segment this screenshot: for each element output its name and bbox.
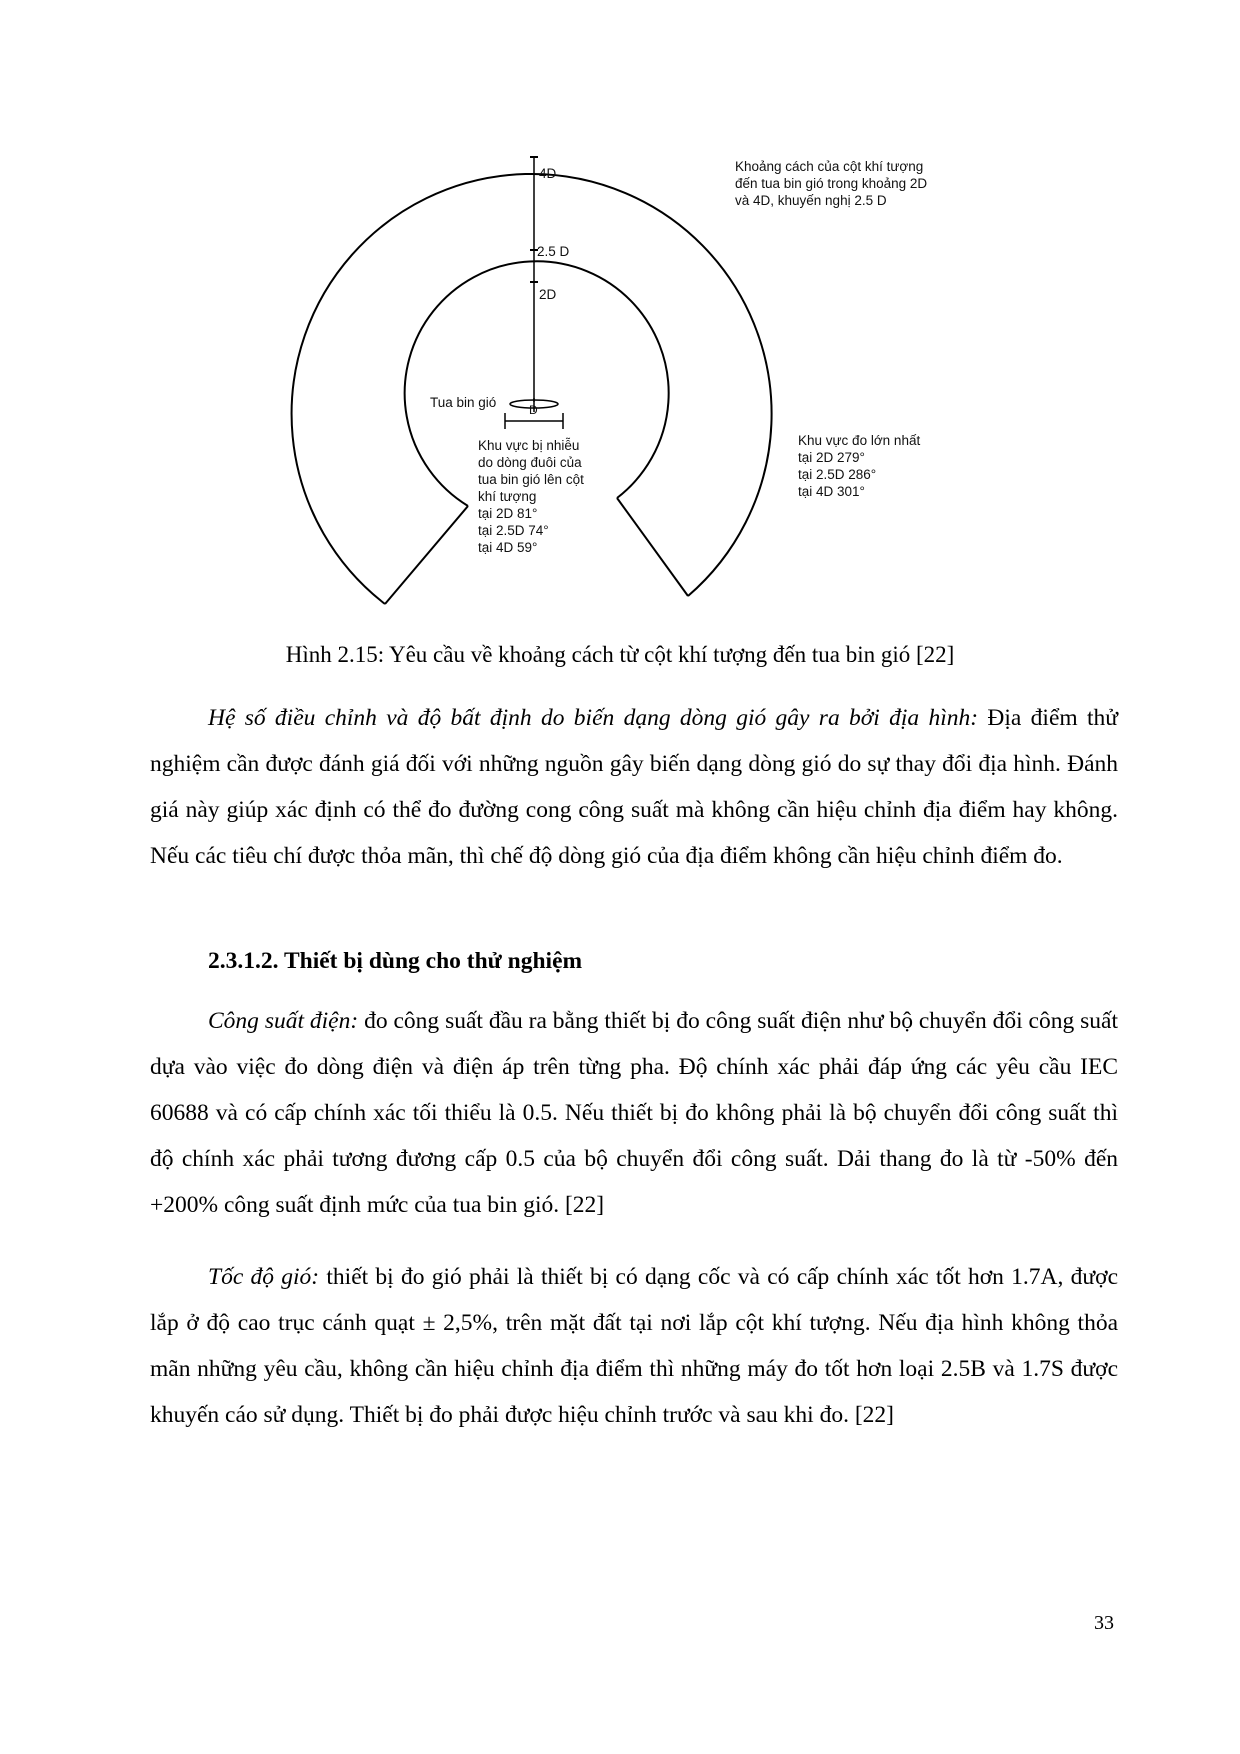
right-gap-line [617, 498, 688, 596]
max-area-note: Khu vực đo lớn nhất tại 2D 279° tại 2.5D 286° tại 4D 301° [798, 433, 921, 499]
label-turbine: Tua bin gió [430, 395, 497, 410]
label-2d: 2D [539, 287, 557, 302]
disturbed-area-note: Khu vực bị nhiễu do dòng đuôi của tua bin gió lên cột khí tượng tại 2D 81° tại 2.5D 74° tại 4D 59° [478, 438, 584, 555]
left-gap-line [385, 506, 468, 604]
paragraph-electric-power: Công suất điện: đo công suất đầu ra bằng thiết bị đo công suất điện như bộ chuyển đổi công suất dựa vào việc đo dòng điện và điện áp trên từng pha. Độ chính xác phải đáp ứng các yêu cầu IEC 60688 và có cấp chính xác tối thiểu là 0.5. Nếu thiết bị đo không phải là bộ chuyển đổi công suất thì độ chính xác phải tương đương cấp 0.5 của bộ chuyển đổi công suất. Dải thang đo là từ -50% đến +200% công suất định mức của tua bin gió. [22] [150, 1008, 1118, 1218]
distance-diagram [0, 0, 1240, 640]
label-2-5d: 2.5 D [537, 244, 570, 259]
figure-2-15 [0, 0, 1240, 640]
paragraph-wind-speed: Tốc độ gió: thiết bị đo gió phải là thiết bị có dạng cốc và có cấp chính xác tốt hơn 1.7A, được lắp ở độ cao trục cánh quạt ± 2,5%, trên mặt đất tại nơi lắp cột khí tượng. Nếu địa hình không thỏa mãn những yêu cầu, không cần hiệu chỉnh địa điểm thì những máy đo tốt hơn loại 2.5B và 1.7S được khuyến cáo sử dụng. Thiết bị đo phải được hiệu chỉnh trước và sau khi đo. [22] [150, 1264, 1119, 1428]
section-heading: 2.3.1.2. Thiết bị dùng cho thử nghiệm [208, 948, 583, 974]
distance-note: Khoảng cách của cột khí tượng đến tua bin gió trong khoảng 2D và 4D, khuyến nghị 2.5 D [735, 159, 928, 208]
paragraph-terrain: Hệ số điều chỉnh và độ bất định do biến dạng dòng gió gây ra bởi địa hình: Địa điểm thử nghiệm cần được đánh giá đối với những nguồn gây biến dạng dòng gió do sự thay đổi địa hình. Đánh giá này giúp xác định có thể đo đường cong công suất mà không cần hiệu chỉnh địa điểm hay không. Nếu các tiêu chí được thỏa mãn, thì chế độ dòng gió của địa điểm không cần hiệu chỉnh điểm đo. [150, 705, 1118, 869]
label-4d: 4D [539, 166, 557, 181]
page-number: 33 [1094, 1612, 1114, 1634]
figure-caption: Hình 2.15: Yêu cầu về khoảng cách từ cột khí tượng đến tua bin gió [22] [285, 642, 955, 667]
label-rotor-diameter: D [529, 403, 538, 417]
